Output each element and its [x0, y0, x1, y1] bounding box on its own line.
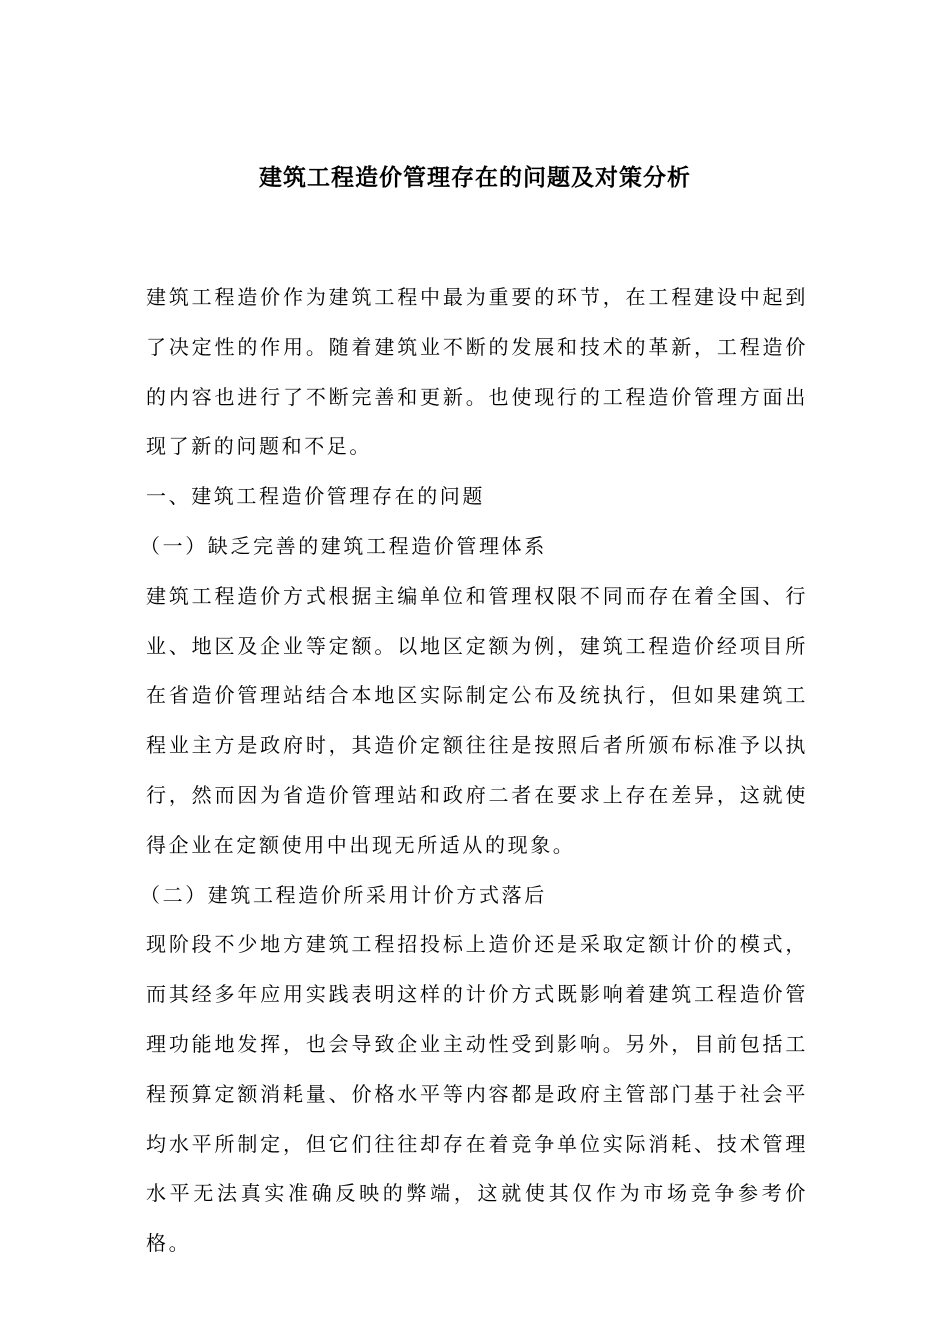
section-heading-1: 一、建筑工程造价管理存在的问题 [146, 484, 485, 509]
intro-paragraph: 建筑工程造价作为建筑工程中最为重要的环节，在工程建设中起到了决定性的作用。随着建筑业不断的发展和技术的革新，工程造价的内容也进行了不断完善和更新。也使现行的工程造价管理方面出现了新的问题和不足。 [146, 285, 808, 459]
subsection-paragraph-1: 建筑工程造价方式根据主编单位和管理权限不同而存在着全国、行业、地区及企业等定额。以地区定额为例，建筑工程造价经项目所在省造价管理站结合本地区实际制定公布及统执行，但如果建筑工程业主方是政府时，其造价定额往往是按照后者所颁布标准予以执行，然而因为省造价管理站和政府二者在要求上存在差异，这就使得企业在定额使用中出现无所适从的现象。 [146, 583, 808, 857]
document-body [140, 273, 808, 1269]
subsection-heading-2: （二）建筑工程造价所采用计价方式落后 [140, 882, 547, 907]
subsection-paragraph-2: 现阶段不少地方建筑工程招投标上造价还是采取定额计价的模式，而其经多年应用实践表明这样的计价方式既影响着建筑工程造价管理功能地发挥，也会导致企业主动性受到影响。另外，目前包括工程预算定额消耗量、价格水平等内容都是政府主管部门基于社会平均水平所制定，但它们往往却存在着竞争单位实际消耗、技术管理水平无法真实准确反映的弊端，这就使其仅作为市场竞争参考价格。 [146, 932, 808, 1256]
subsection-heading-1: （一）缺乏完善的建筑工程造价管理体系 [140, 533, 547, 558]
document-title: 建筑工程造价管理存在的问题及对策分析 [259, 164, 691, 191]
